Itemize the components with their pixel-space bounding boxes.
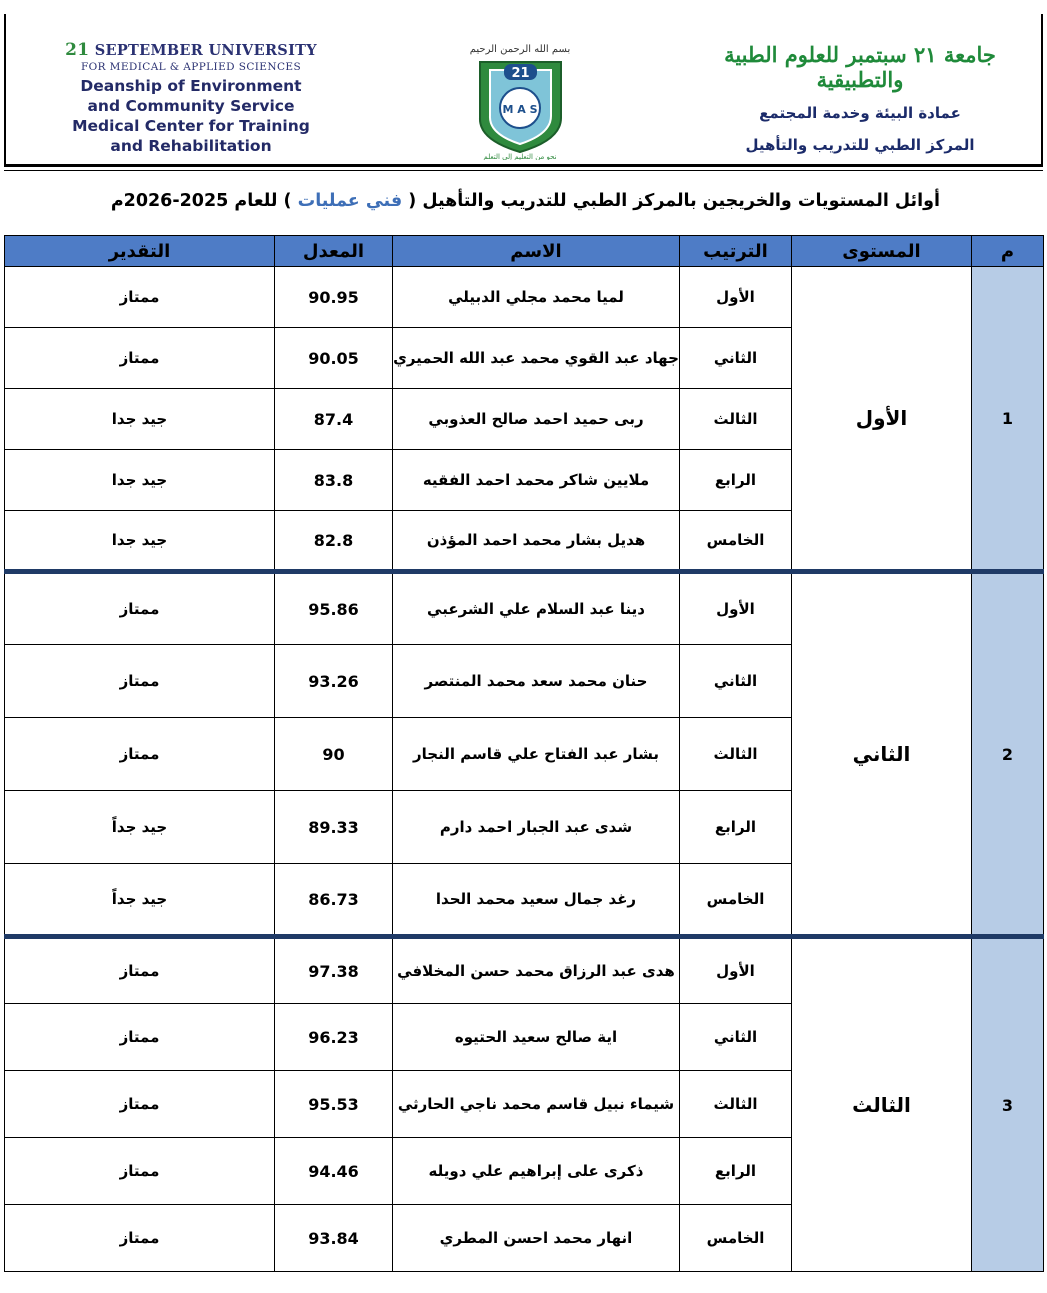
group-level: الثاني [792,572,972,937]
rank-cell: الثاني [680,328,792,389]
rank-cell: الرابع [680,791,792,864]
header-right-border [1041,14,1043,164]
rank-cell: الأول [680,572,792,645]
grade-cell: ممتاز [5,1004,275,1071]
english-dept-line: and Rehabilitation [110,137,272,155]
rank-cell: الأول [680,267,792,328]
name-cell: ملايين شاكر محمد احمد الفقيه [393,450,680,511]
col-header-rank: الترتيب [680,236,792,267]
grade-cell: جيد جدا [5,450,275,511]
rank-cell: الثالث [680,718,792,791]
logo-number: 21 [511,66,530,81]
english-department [32,76,350,156]
group-level: الأول [792,267,972,572]
logo-basmala: بسم الله الرحمن الرحيم [469,44,571,55]
english-university-subtitle: FOR MEDICAL & APPLIED SCIENCES [80,61,302,73]
top-students-table [4,235,1044,1272]
col-header-num: م [972,236,1044,267]
table-row [5,572,1044,645]
grade-cell: جيد جدا [5,389,275,450]
grade-cell: ممتاز [5,645,275,718]
average-cell: 95.86 [275,572,393,645]
average-cell: 83.8 [275,450,393,511]
title-text-after: ) للعام 2025-2026م [110,191,292,211]
logo-letters: M A S [502,103,538,116]
arabic-center: المركز الطبي للتدريب والتأهيل [745,136,975,154]
grade-cell: ممتاز [5,937,275,1004]
rank-cell: الثالث [680,389,792,450]
title-specialty: فني عمليات [297,191,403,211]
average-cell: 93.84 [275,1205,393,1272]
english-dept-line: and Community Service [87,97,295,115]
average-cell: 86.73 [275,864,393,937]
english-dept-line: Medical Center for Training [72,117,310,135]
english-university-name [32,40,350,60]
rank-cell: الخامس [680,511,792,572]
page-title [90,191,940,211]
grade-cell: ممتاز [5,1138,275,1205]
average-cell: 95.53 [275,1071,393,1138]
table-row [5,937,1044,1004]
average-cell: 90 [275,718,393,791]
university-number: 21 [65,40,90,60]
grade-cell: جيد جداً [5,864,275,937]
name-cell: بشار عبد الفتاح علي قاسم النجار [393,718,680,791]
group-number: 1 [972,267,1044,572]
average-cell: 90.95 [275,267,393,328]
rank-cell: الثاني [680,1004,792,1071]
grade-cell: ممتاز [5,267,275,328]
grade-cell: جيد جدا [5,511,275,572]
rank-cell: الثالث [680,1071,792,1138]
table-row [5,267,1044,328]
name-cell: رغد جمال سعيد محمد الحدا [393,864,680,937]
grade-cell: ممتاز [5,1071,275,1138]
grade-cell: ممتاز [5,328,275,389]
logo-motto: نحو من التعليم إلى التعلم [483,153,557,160]
rank-cell: الرابع [680,450,792,511]
header-left-border [4,14,6,164]
rank-cell: الأول [680,937,792,1004]
name-cell: ذكرى على إبراهيم علي دويله [393,1138,680,1205]
rank-cell: الرابع [680,1138,792,1205]
grade-cell: ممتاز [5,572,275,645]
name-cell: حنان محمد سعد محمد المنتصر [393,645,680,718]
header-rule-thin [4,170,1043,171]
name-cell: دينا عبد السلام علي الشرعبي [393,572,680,645]
name-cell: هدى عبد الرزاق محمد حسن المخلافي [393,937,680,1004]
average-cell: 87.4 [275,389,393,450]
table-header-row [5,236,1044,267]
col-header-average: المعدل [275,236,393,267]
name-cell: شدى عبد الجبار احمد دارم [393,791,680,864]
english-dept-line: Deanship of Environment [80,77,302,95]
average-cell: 90.05 [275,328,393,389]
rank-cell: الثاني [680,645,792,718]
grade-cell: ممتاز [5,718,275,791]
name-cell: انهار محمد احسن المطري [393,1205,680,1272]
grade-cell: ممتاز [5,1205,275,1272]
name-cell: اية صالح سعيد الحتيوه [393,1004,680,1071]
average-cell: 94.46 [275,1138,393,1205]
header-rule-thick [4,164,1043,167]
average-cell: 82.8 [275,511,393,572]
rank-cell: الخامس [680,864,792,937]
university-name-text: SEPTEMBER UNIVERSITY [94,42,317,59]
average-cell: 96.23 [275,1004,393,1071]
name-cell: جهاد عبد القوي محمد عبد الله الحميري [393,328,680,389]
arabic-letterhead [700,42,1020,154]
group-number: 3 [972,937,1044,1272]
col-header-grade: التقدير [5,236,275,267]
average-cell: 89.33 [275,791,393,864]
rank-cell: الخامس [680,1205,792,1272]
group-number: 2 [972,572,1044,937]
name-cell: لميا محمد مجلي الدبيلي [393,267,680,328]
group-level: الثالث [792,937,972,1272]
university-logo [458,40,583,160]
english-letterhead [32,40,350,156]
col-header-name: الاسم [393,236,680,267]
arabic-deanship: عمادة البيئة وخدمة المجتمع [759,104,961,122]
col-header-level: المستوى [792,236,972,267]
title-text-before: أوائل المستويات والخريجين بالمركز الطبي للتدريب والتأهيل ( [408,191,940,211]
average-cell: 93.26 [275,645,393,718]
name-cell: هديل بشار محمد احمد المؤذن [393,511,680,572]
name-cell: شيماء نبيل قاسم محمد ناجي الحارثي [393,1071,680,1138]
grade-cell: جيد جداً [5,791,275,864]
average-cell: 97.38 [275,937,393,1004]
name-cell: ربى حميد احمد صالح العذوبي [393,389,680,450]
arabic-university-name: جامعة ٢١ سبتمبر للعلوم الطبية والتطبيقية [724,42,996,92]
